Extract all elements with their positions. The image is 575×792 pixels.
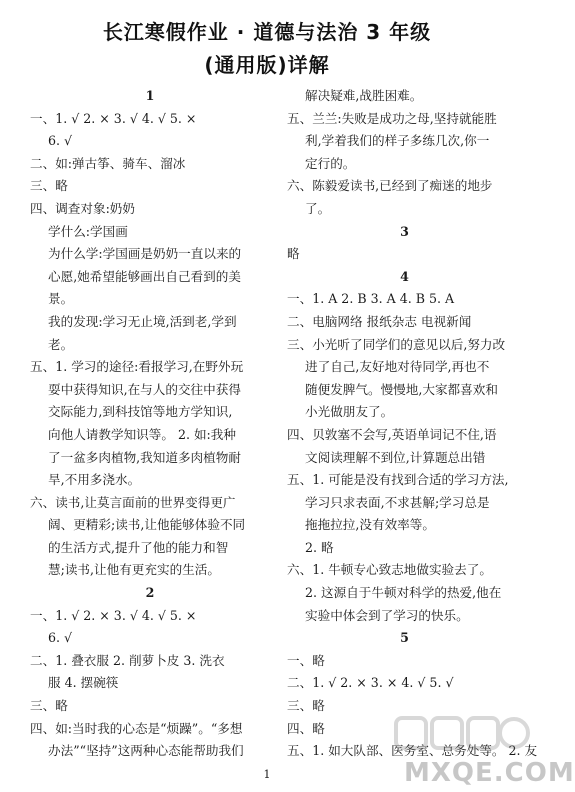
answer-line: 五、1. 学习的途径:看报学习,在野外玩	[30, 359, 244, 375]
page-subtitle: (通用版)详解	[204, 53, 330, 77]
answer-line: 二、1. 叠衣服 2. 削萝卜皮 3. 洗衣	[30, 652, 225, 668]
answer-line: 六、陈毅爱读书,已经到了痴迷的地步	[287, 178, 493, 194]
answer-column-left	[30, 85, 270, 763]
answer-line: 一、1. √ 2. × 3. √ 4. √ 5. ×	[30, 607, 197, 623]
answer-line: 一、略	[287, 652, 325, 668]
answer-line: 四、如:当时我的心态是“烦躁”。“多想	[30, 720, 243, 736]
answer-line: 一、1. A 2. B 3. A 4. B 5. A	[287, 291, 455, 307]
answer-line: 心愿,她希望能够画出自己看到的美	[48, 268, 241, 284]
answer-line: 利,学着我们的样子多练几次,你一	[305, 133, 490, 149]
answer-line: 小光做朋友了。	[305, 404, 394, 420]
answer-line: 旱,不用多浇水。	[48, 472, 141, 488]
answer-line: 服 4. 摆碗筷	[48, 675, 119, 691]
answer-line: 略	[287, 246, 300, 262]
answer-line: 进了自己,友好地对待同学,再也不	[305, 359, 490, 375]
answer-line: 2. 这源自于牛顿对科学的热爱,他在	[305, 585, 502, 601]
answer-line: 解决疑难,战胜困难。	[305, 88, 423, 103]
answer-line: 的生活方式,提升了他的能力和智	[48, 539, 229, 555]
answer-line: 三、略	[30, 698, 68, 714]
answer-line: 三、略	[30, 178, 68, 194]
section-heading: 4	[400, 268, 409, 284]
answer-line: 6. √	[48, 630, 73, 646]
answer-line: 了。	[305, 200, 331, 216]
page-title: 长江寒假作业 · 道德与法治 3 年级	[102, 20, 432, 44]
answer-line: 四、调查对象:奶奶	[30, 200, 135, 216]
answer-line: 五、1. 如大队部、医务室、总务处等。 2. 友	[287, 743, 538, 759]
answer-line: 6. √	[48, 133, 73, 149]
answer-line: 文阅读理解不到位,计算题总出错	[305, 449, 486, 465]
section-heading: 2	[145, 585, 155, 601]
section-heading: 5	[400, 630, 409, 646]
answer-line: 六、1. 牛顿专心致志地做实验去了。	[287, 562, 492, 578]
section-heading: 3	[400, 223, 409, 239]
answer-line: 五、兰兰:失败是成功之母,坚持就能胜	[287, 110, 497, 126]
page-number: 1	[263, 768, 271, 781]
answer-line: 随便发脾气。慢慢地,大家都喜欢和	[305, 381, 498, 397]
answer-line: 耍中获得知识,在与人的交往中获得	[48, 381, 241, 397]
answer-line: 二、电脑网络 报纸杂志 电视新闻	[287, 313, 472, 329]
answer-line: 拖拖拉拉,没有效率等。	[305, 517, 435, 533]
answer-line: 阔、更精彩;读书,让他能够体验不同	[48, 517, 246, 533]
answer-line: 学习只求表面,不求甚解;学习总是	[305, 494, 490, 510]
answer-line: 四、贝敦塞不会写,英语单词记不住,语	[287, 426, 497, 442]
answer-line: 办法”“坚持”这两种心态能帮助我们	[48, 743, 244, 759]
answer-line: 四、略	[287, 720, 325, 736]
answer-line: 二、如:弹古筝、骑车、溜冰	[30, 155, 186, 171]
answer-line: 交际能力,到科技馆等地方学知识,	[48, 404, 233, 420]
answer-line: 景。	[48, 291, 74, 307]
answer-column-right	[287, 85, 538, 763]
answer-line: 学什么:学国画	[48, 223, 128, 239]
watermark-url: MXQE.COM	[404, 758, 575, 788]
answer-line: 五、1. 可能是没有找到合适的学习方法,	[287, 472, 509, 488]
answer-line: 2. 略	[305, 539, 334, 555]
answer-line: 实验中体会到了学习的快乐。	[305, 607, 469, 623]
answer-line: 六、读书,让莫言面前的世界变得更广	[30, 494, 236, 510]
answer-line: 我的发现:学习无止境,活到老,学到	[48, 313, 237, 329]
answer-line: 三、小光听了同学们的意见以后,努力改	[287, 336, 506, 352]
answer-line: 三、略	[287, 698, 325, 714]
answer-line: 为什么学:学国画是奶奶一直以来的	[48, 246, 242, 262]
answer-line: 慧;读书,让他有更充实的生活。	[48, 562, 220, 578]
answer-line: 向他人请教学知识等。 2. 如:我种	[48, 426, 236, 442]
answer-line: 了一盆多肉植物,我知道多肉植物耐	[48, 449, 241, 465]
answer-line: 一、1. √ 2. × 3. √ 4. √ 5. ×	[30, 110, 197, 126]
answer-line: 定行的。	[305, 155, 356, 171]
answer-line: 老。	[48, 336, 74, 352]
answer-line: 二、1. √ 2. × 3. × 4. √ 5. √	[287, 675, 454, 691]
section-heading: 1	[145, 88, 155, 103]
